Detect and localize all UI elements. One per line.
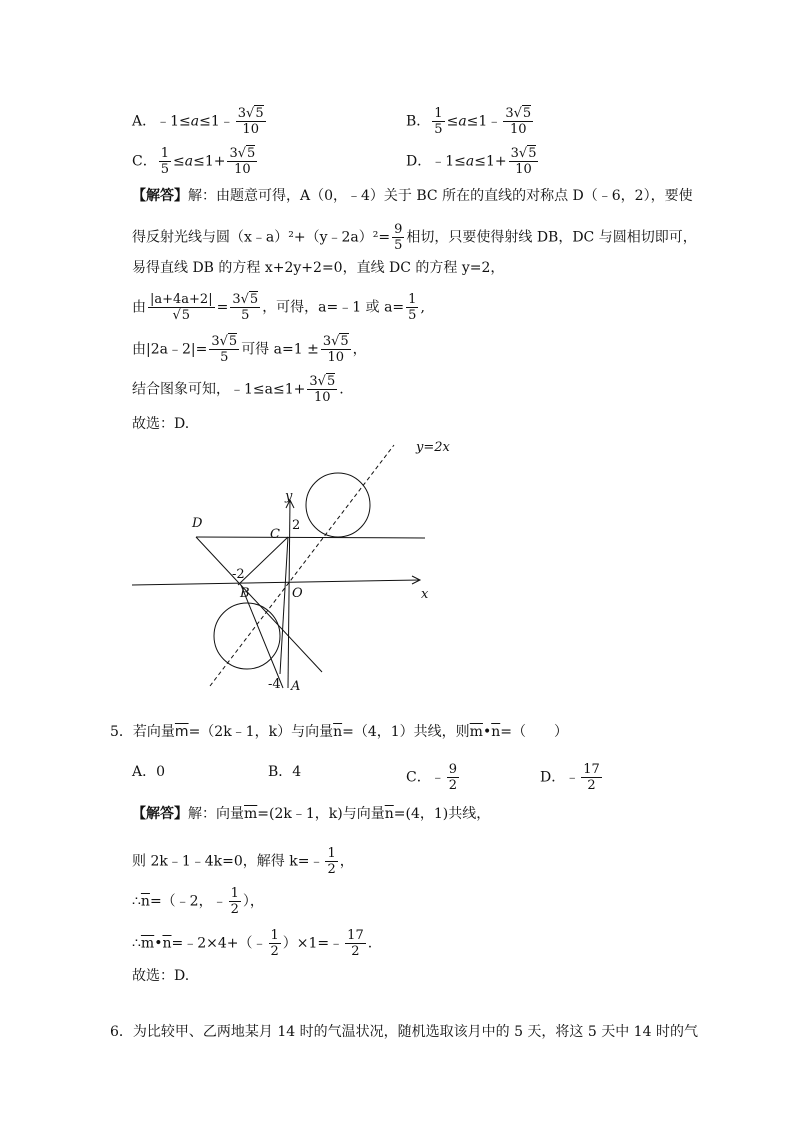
q5-option-a: A．0	[132, 764, 166, 780]
fraction: $\frac{3√5}{10}$	[309, 374, 336, 405]
line-dc	[196, 537, 425, 538]
label-o: O	[292, 586, 303, 601]
fraction: $\frac{3√5}{10}$	[505, 106, 532, 137]
q6-stem: 6．为比较甲、乙两地某月 14 时的气温状况，随机选取该月中的 5 天，将这 5 天中 14 时的气	[110, 1024, 698, 1040]
fraction: $\frac{1}{2}$	[327, 846, 336, 877]
fraction: $\frac{3√5}{10}$	[322, 334, 349, 365]
label-2: 2	[292, 518, 301, 533]
q4-answer-line-3: 易得直线 DB 的方程 x+2y+2=0，直线 DC 的方程 y=2，	[132, 260, 505, 276]
fraction: $\frac{3√5}{5}$	[232, 292, 259, 323]
label-d: D	[192, 516, 203, 531]
fraction: $\frac{9}{2}$	[448, 762, 457, 793]
q5-option-c: C．﹣ $\frac{9}{2}$	[406, 762, 457, 793]
fraction: $\frac{|a+4a+2|}{√5}$	[150, 292, 213, 323]
label-x: x	[421, 587, 429, 602]
circle-lower	[214, 603, 280, 669]
q4-answer-line-4: 由 $\frac{|a+4a+2|}{√5}$ = $\frac{3√5}{5}$ ，可得，a=﹣1 或 a= $\frac{1}{5}$ ,	[132, 292, 425, 323]
segment-bc	[238, 537, 288, 585]
label-y: y	[285, 489, 293, 504]
fraction: $\frac{17}{2}$	[347, 928, 364, 959]
label-b: B	[240, 586, 250, 601]
label-y2x: y=2x	[416, 440, 450, 455]
q5-stem: 5．若向量$\overline{m}=(2k﹣1$，k）与向量$\overline{n}=(4$，1）共线，则$\overline{m}•\overline{n}=$（ ）	[110, 724, 568, 740]
q4-answer-line-6: 结合图象可知，﹣1≤a≤1+ $\frac{3√5}{10}$ .	[132, 374, 344, 405]
answer-tag: 【解答】	[132, 188, 188, 204]
line-ac	[280, 537, 288, 674]
fraction: $\frac{9}{5}$	[394, 222, 403, 253]
q5-answer-line-5: 故选：D.	[132, 968, 190, 984]
q4-answer-line-5: 由|2a﹣2|= $\frac{3√5}{5}$ 可得 a=1 ± $\frac{3√5}{10}$ ，	[132, 334, 367, 365]
line-db	[196, 537, 322, 672]
label-neg2: -2	[232, 567, 245, 582]
label-a: A	[291, 679, 301, 694]
q4-answer-line-2: 得反射光线与圆（x﹣a）²+（y﹣2a）²= $\frac{9}{5}$ 相切，只要使得射线 DB，DC 与圆相切即可，	[132, 222, 697, 253]
fraction: $\frac{1}{5}$	[160, 146, 169, 177]
fraction: $\frac{3√5}{10}$	[229, 146, 256, 177]
q5-option-d: D．﹣ $\frac{17}{2}$	[540, 762, 600, 793]
x-axis	[132, 580, 420, 585]
q5-answer-line-2: 则 2k﹣1﹣4k=0，解得 k=﹣ $\frac{1}{2}$ ，	[132, 846, 354, 877]
answer-tag: 【解答】	[132, 806, 188, 822]
q4-option-a: A．﹣1≤a≤1﹣ $\frac{3√5}{10}$	[132, 106, 264, 137]
fraction: $\frac{1}{2}$	[270, 928, 279, 959]
q5-answer-line-4: $\therefore\overline{m}•\overline{n}=﹣2\times 4+(﹣$ $\frac{1}{2}$ ）×1=﹣ $\frac{17}{2}$ .	[132, 928, 373, 959]
y-axis	[288, 500, 290, 688]
vector-m: $\overline{m}$	[174, 724, 189, 740]
circle-upper	[306, 473, 370, 537]
q5-option-b: B．4	[268, 764, 302, 780]
q4-answer-line-7: 故选：D.	[132, 416, 190, 432]
q4-option-d: D．﹣1≤a≤1+ $\frac{3√5}{10}$	[406, 146, 537, 177]
q5-answer-line-3: $\therefore\overline{n}=(﹣2$，﹣ $\frac{1}{2}$ ），	[132, 886, 264, 917]
fraction: $\frac{3√5}{10}$	[510, 146, 537, 177]
q4-answer-line-1: 【解答】解：由题意可得，A（0，﹣4）关于 BC 所在的直线的对称点 D（﹣6，2），要使	[132, 188, 693, 204]
q4-option-b: B． $\frac{1}{5}$ ≤a≤1﹣ $\frac{3√5}{10}$	[406, 106, 532, 137]
q4-option-c: C． $\frac{1}{5}$ ≤a≤1+ $\frac{3√5}{10}$	[132, 146, 256, 177]
fraction: $\frac{1}{5}$	[434, 106, 443, 137]
fraction: $\frac{3√5}{5}$	[211, 334, 238, 365]
fraction: $\frac{3√5}{10}$	[237, 106, 264, 137]
q5-answer-line-1: 【解答】解：向量$\overline{m}=(2k﹣1$，k)与向量$\overline{n}=(4$，1)共线，	[132, 806, 491, 822]
label-c: C	[270, 527, 280, 542]
fraction: $\frac{1}{2}$	[230, 886, 239, 917]
fraction: $\frac{1}{5}$	[408, 292, 417, 323]
fraction: $\frac{17}{2}$	[583, 762, 600, 793]
label-neg4: -4	[268, 677, 281, 692]
